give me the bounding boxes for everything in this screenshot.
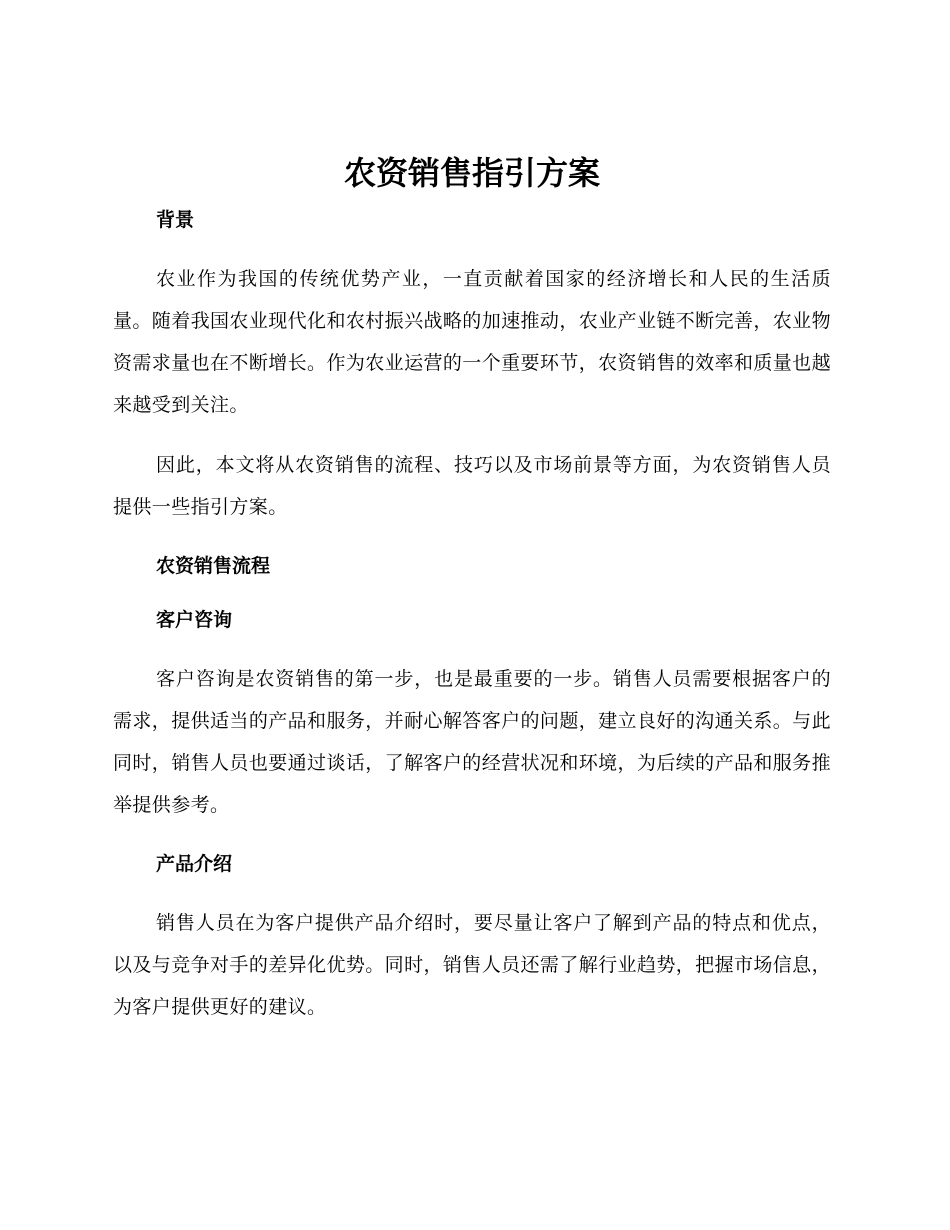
paragraph-consult: 客户咨询是农资销售的第一步，也是最重要的一步。销售人员需要根据客户的需求，提供适当的产品和服务，并耐心解答客户的问题，建立良好的沟通关系。与此同时，销售人员也要通过谈话，了解客户的经营状况和环境，为后续的产品和服务推举提供参考。: [113, 668, 831, 816]
section-heading-process: 农资销售流程: [156, 555, 271, 577]
paragraph-product: 销售人员在为客户提供产品介绍时，要尽量让客户了解到产品的特点和优点，以及与竞争对手的差异化优势。同时，销售人员还需了解行业趋势，把握市场信息，为客户提供更好的建议。: [113, 912, 831, 1018]
subsection-heading-consult: 客户咨询: [156, 609, 233, 631]
section-heading-background: 背景: [156, 209, 195, 231]
paragraph-background-1: 农业作为我国的传统优势产业，一直贡献着国家的经济增长和人民的生活质量。随着我国农业现代化和农村振兴战略的加速推动，农业产业链不断完善，农业物资需求量也在不断增长。作为农业运营的一个重要环节，农资销售的效率和质量也越来越受到关注。: [113, 268, 831, 416]
subsection-heading-product: 产品介绍: [156, 853, 233, 875]
paragraph-background-2: 因此，本文将从农资销售的流程、技巧以及市场前景等方面，为农资销售人员提供一些指引方案。: [113, 454, 831, 518]
document-page: [113, 148, 831, 1028]
document-title: 农资销售指引方案: [343, 154, 600, 192]
